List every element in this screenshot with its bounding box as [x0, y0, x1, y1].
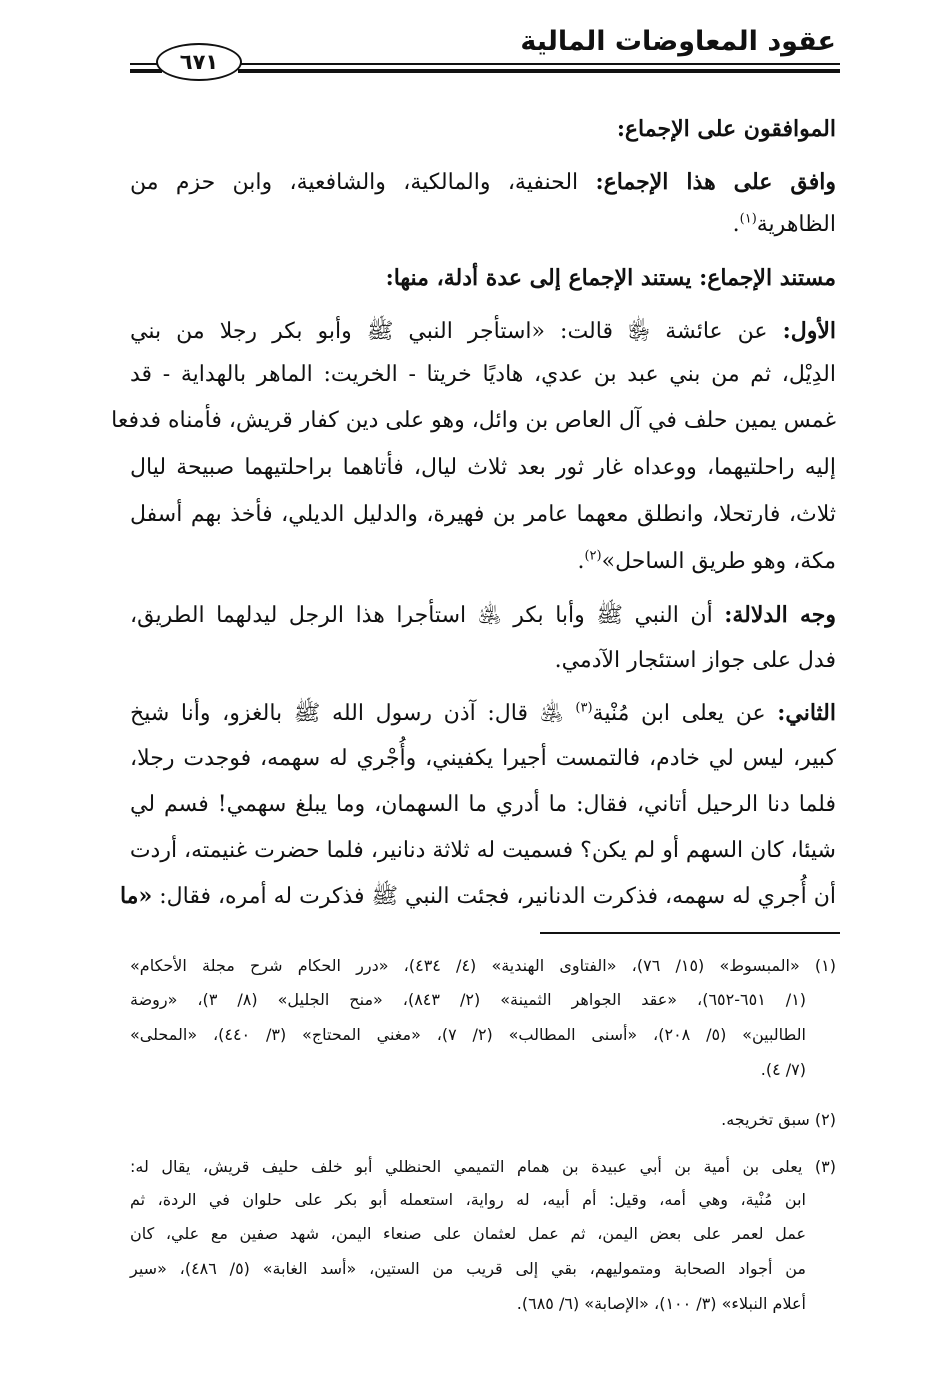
- paragraph-agreers-text-2: الظاهرية: [756, 212, 836, 237]
- evidence-two-text-1a: عن يعلى ابن مُنْية: [592, 701, 766, 726]
- footnote-1-line-1: (١) «المبسوط» (١٥/ ٧٦)، «الفتاوى الهندية» (٤/ ٤٣٤)، «درر الحكام شرح مجلة الأحكام»: [130, 956, 837, 975]
- evidence-one-line-1: [130, 312, 836, 351]
- footnote-3-line-2: ابن مُنْية، وهي أمه، وقيل: أم أبيه، له رواية، استعمله أبو بكر على حلوان في الردة، ثم: [130, 1190, 806, 1209]
- evidence-two-text-5: أن أُجري له سهمه، فذكرت الدنانير، فجئت النبي ﷺ فذكرت له أمره، فقال:: [159, 884, 836, 909]
- header-rule-thick-right: [238, 69, 840, 73]
- evidence-one-line-3: غمس يمين حلف في آل العاص بن وائل، وهو على دين كفار قريش، فأمناه فدفعا: [111, 408, 836, 433]
- indication-label: وجه الدلالة:: [724, 602, 836, 628]
- evidence-one-line-5: ثلاث، فارتحلا، وانطلق معهما عامر بن فهيرة، والدليل الديلي، فأخذ بهم أسفل: [130, 502, 836, 527]
- evidence-one-line-4: إليه راحلتيهما، ووعداه غار ثور بعد ثلاث ليال، فأتاهما براحلتيهما صبيحة ليال: [130, 455, 836, 480]
- period: .: [577, 549, 585, 574]
- page-number-badge: [156, 43, 242, 81]
- indication-line-2: فدل على جواز استئجار الآدمي.: [554, 648, 836, 673]
- evidence-two-continuation: «ما: [119, 883, 153, 909]
- indication-line-1: [130, 596, 836, 635]
- footnote-3-line-1: (٣) يعلى بن أمية بن أبي عبيدة بن همام التميمي الحنظلي أبو خلف حليف قريش، يقال له:: [130, 1157, 836, 1176]
- heading-basis: مستند الإجماع: يستند الإجماع إلى عدة أدلة، منها:: [385, 265, 836, 291]
- paragraph-agreers-text: الحنفية، والمالكية، والشافعية، وابن حزم من: [130, 170, 579, 195]
- footnote-2: (٢) سبق تخريجه.: [721, 1110, 836, 1129]
- evidence-one-text-1: عن عائشة ﵂ قالت: «استأجر النبي ﷺ وأبو بكر رجلا من بني: [130, 319, 768, 344]
- evidence-two-text-1b: ﵁ قال: آذن رسول الله ﷺ بالغزو، وأنا شيخ: [130, 701, 564, 726]
- evidence-one-text-6: مكة، وهو طريق الساحل»: [601, 549, 836, 574]
- evidence-two-line-5: [119, 877, 836, 916]
- footnote-ref-3[interactable]: (٣): [575, 700, 593, 716]
- footnote-ref-1[interactable]: (١): [739, 211, 757, 227]
- evidence-two-line-4: شيئا، كان السهم أو لم يكن؟ فسميت له ثلاثة دنانير، فلما حضرت غنيمته، أردت: [129, 838, 836, 863]
- paragraph-agreers-line-1: [130, 163, 836, 202]
- evidence-one-label: الأول:: [782, 318, 836, 344]
- footnote-3-line-3: عمل لعمر على بعض اليمن، ثم عمل لعثمان على صنعاء اليمن، شهد صفين مع علي، كان: [130, 1224, 806, 1243]
- footnote-separator: [540, 932, 840, 934]
- heading-agreers: الموافقون على الإجماع:: [616, 116, 836, 142]
- footnote-1-line-4: (٧/ ٤).: [760, 1060, 806, 1079]
- header-rule-thin-right: [240, 63, 840, 65]
- page-number: ٦٧١: [179, 50, 219, 74]
- evidence-one-line-6: [577, 543, 836, 581]
- evidence-two-line-1: [130, 694, 836, 733]
- indication-text-1: أن النبي ﷺ وأبا بكر ﵁ استأجرا هذا الرجل ليدلهما الطريق،: [130, 603, 713, 628]
- paragraph-agreers-label: وافق على هذا الإجماع:: [595, 169, 837, 195]
- footnote-3-line-5: أعلام النبلاء» (٣/ ١٠٠)، «الإصابة» (٦/ ٦٨٥).: [516, 1294, 806, 1313]
- footnote-ref-2[interactable]: (٢): [584, 548, 602, 564]
- footnote-1-line-3: الطالبين» (٥/ ٢٠٨)، «أسنى المطالب» (٢/ ٧)، «مغني المحتاج» (٣/ ٤٤٠)، «المحلى»: [130, 1025, 806, 1044]
- evidence-two-line-2: كبير، ليس لي خادم، فالتمست أجيرا يكفيني، وأُجْري له سهمه، فوجدت رجلا،: [130, 746, 836, 771]
- evidence-two-label: الثاني:: [777, 700, 836, 726]
- footnote-3-line-4: من أجواد الصحابة ومتموليهم، بقي إلى قريب من الستين، «أسد الغابة» (٥/ ٤٨٦)، «سير: [130, 1259, 806, 1278]
- footnote-1-line-2: (١/ ٦٥١-٦٥٢)، «عقد الجواهر الثمينة» (٢/ ٨٤٣)، «منح الجليل» (٨/ ٣)، «روضة: [130, 990, 807, 1009]
- period: .: [732, 212, 740, 237]
- paragraph-agreers-line-2: [733, 206, 836, 244]
- evidence-one-line-2: الدِيْل، ثم من بني عبد بن عدي، هاديًا خريتا - الخريت: الماهر بالهداية - قد: [130, 362, 836, 387]
- running-book-title: عقود المعاوضات المالية: [520, 26, 836, 57]
- evidence-two-line-3: فلما دنا الرحيل أتاني، فقال: ما أدري ما السهمان، وما يبلغ سهمي! فسم لي: [130, 792, 836, 817]
- header-rule-thick-left: [130, 69, 162, 73]
